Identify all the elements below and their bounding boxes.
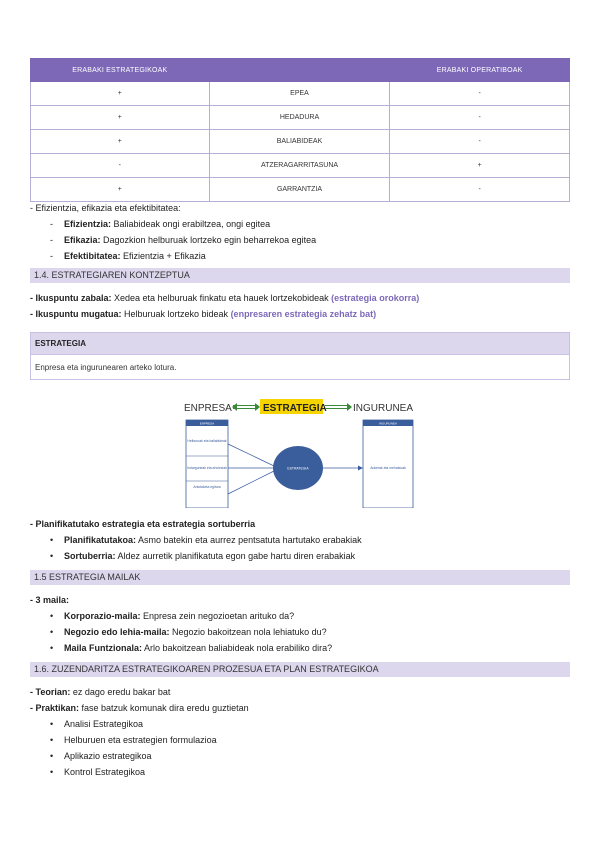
planifikatu-intro: - Planifikatutako estrategia eta estrategia sortuberria xyxy=(30,519,256,529)
diagram-label-ingurunea: INGURUNEA xyxy=(353,403,414,414)
efizientzia-intro: - Efizientzia, efikazia eta efektibitatea: xyxy=(30,203,181,213)
table-row xyxy=(31,82,570,106)
table-cell: + xyxy=(31,106,210,130)
table-cell: - xyxy=(390,106,570,130)
header-strategic: ERABAKI ESTRATEGIKOAK xyxy=(31,59,210,82)
enpresa-row-3: Antolaketa egitura xyxy=(193,485,221,489)
diagram-label-estrategia: ESTRATEGIA xyxy=(263,403,327,414)
table-row xyxy=(31,178,570,202)
list-item: • Helburuen eta estrategien formulazioa xyxy=(50,735,217,745)
list-item: • Aplikazio estrategikoa xyxy=(50,751,152,761)
list-item: • Analisi Estrategikoa xyxy=(50,719,144,729)
enpresa-column xyxy=(186,420,228,508)
ikuspuntu-mugatua: - Ikuspuntu mugatua: Helburuak lortzeko bideak (enpresaren estrategia zehatz bat) xyxy=(30,309,377,319)
table-cell: + xyxy=(31,82,210,106)
table-cell: ATZERAGARRITASUNA xyxy=(209,154,390,178)
section-heading-1-4: 1.4. ESTRATEGIAREN KONTZEPTUA xyxy=(30,268,570,283)
table-cell: HEDADURA xyxy=(209,106,390,130)
table-cell: + xyxy=(31,178,210,202)
ikuspuntu-zabala: - Ikuspuntu zabala: Xedea eta helburuak finkatu eta hauek lortzekobideak (estrategia orokorra) xyxy=(30,293,420,303)
list-item: - Efikazia: Dagozkion helburuak lortzeko egin beharrekoa egitea xyxy=(50,235,317,245)
ingurunea-column xyxy=(363,420,413,508)
table-row xyxy=(31,106,570,130)
strategy-diagram xyxy=(180,396,420,508)
table-cell: - xyxy=(31,154,210,178)
double-arrow-right xyxy=(325,403,352,411)
ingurunea-row: Aukerak eta mehatxuak xyxy=(370,466,406,470)
table-cell: EPEA xyxy=(209,82,390,106)
circle-label: ESTRATEGIA xyxy=(287,466,309,471)
enpresa-row-2: Indarguneak eta ahuleziak xyxy=(187,466,227,470)
list-item: • Sortuberria: Aldez aurretik planifikatuta egon gabe hartu diren erabakiak xyxy=(50,551,356,561)
enpresa-row-1: Helburuak eta baliabideak xyxy=(187,439,227,443)
list-item: • Planifikatutakoa: Asmo batekin eta aurrez pentsatuta hartutako erabakiak xyxy=(50,535,362,545)
table-row xyxy=(31,130,570,154)
teorian-line: - Teorian: ez dago eredu bakar bat xyxy=(30,687,171,697)
box-title: ESTRATEGIA xyxy=(31,333,569,355)
table-cell: - xyxy=(390,178,570,202)
list-item: • Negozio edo lehia-maila: Negozio bakoitzean nola lehiatuko du? xyxy=(50,627,327,637)
list-item: - Efizientzia: Baliabideak ongi erabiltzea, ongi egitea xyxy=(50,219,271,229)
table-row xyxy=(31,154,570,178)
diagram-label-enpresa: ENPRESA xyxy=(184,403,232,414)
header-operative: ERABAKI OPERATIBOAK xyxy=(390,59,570,82)
list-item: • Korporazio-maila: Enpresa zein negozioetan arituko da? xyxy=(50,611,295,621)
table-cell: BALIABIDEAK xyxy=(209,130,390,154)
double-arrow-left xyxy=(232,403,260,411)
list-item: - Efektibitatea: Efizientzia + Efikazia xyxy=(50,251,206,261)
table-cell: GARRANTZIA xyxy=(209,178,390,202)
list-item: • Maila Funtzionala: Arlo bakoitzean baliabideak nola erabiliko dira? xyxy=(50,643,333,653)
estrategia-definition-box xyxy=(30,332,570,380)
table-cell: - xyxy=(390,82,570,106)
list-item: • Kontrol Estrategikoa xyxy=(50,767,146,777)
table-cell: + xyxy=(31,130,210,154)
enpresa-header-label: ENPRESA xyxy=(199,421,215,426)
header-criteria xyxy=(209,59,390,82)
table-header-row xyxy=(31,59,570,82)
section-heading-1-5: 1.5 ESTRATEGIA MAILAK xyxy=(30,570,570,585)
section-heading-1-6: 1.6. ZUZENDARITZA ESTRATEGIKOAREN PROZESUA ETA PLAN ESTRATEGIKOA xyxy=(30,662,570,677)
table-cell: - xyxy=(390,130,570,154)
ingurunea-header-label: INGURUNEA xyxy=(378,421,398,426)
box-body: Enpresa eta ingurunearen arteko lotura. xyxy=(35,363,177,372)
comparison-table xyxy=(30,58,570,202)
praktikan-line: - Praktikan: fase batzuk komunak dira eredu guztietan xyxy=(30,703,249,713)
mailak-intro: - 3 maila: xyxy=(30,595,70,605)
table-cell: + xyxy=(390,154,570,178)
